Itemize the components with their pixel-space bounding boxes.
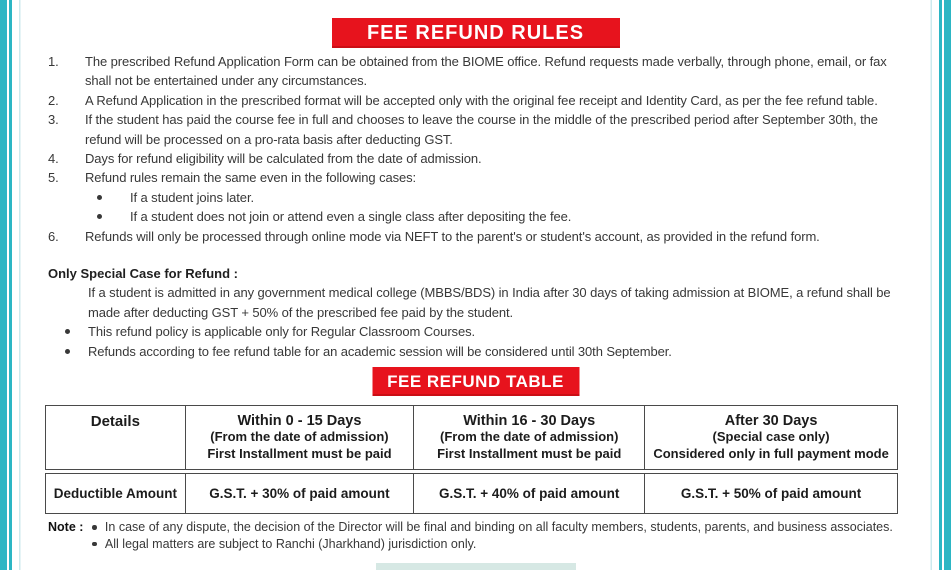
- rule-number: 5.: [48, 170, 59, 186]
- rule-number: 1.: [48, 54, 59, 69]
- header-subtitle: (From the date of admission): [210, 429, 389, 445]
- deductible-after-30-days: G.S.T. + 50% of paid amount: [644, 474, 897, 513]
- bullet-icon: [97, 214, 102, 219]
- fee-refund-table-banner: [372, 367, 579, 396]
- bullet-icon: [92, 525, 97, 530]
- special-case-bullet-2: [48, 342, 913, 361]
- bullet-text: This refund policy is applicable only for Regular Classroom Courses.: [88, 324, 475, 340]
- rule-text: A Refund Application in the prescribed format will be accepted only with the original fee receipt and Identity Card, as per the fee refund table.: [85, 92, 878, 108]
- note-section: [48, 519, 921, 552]
- header-cell-after-30-days: [644, 406, 897, 469]
- header-subtitle: Considered only in full payment mode: [653, 445, 889, 461]
- special-case-section: [48, 264, 913, 361]
- note-label: Note :: [48, 520, 84, 534]
- bullet-icon: [65, 349, 70, 354]
- subitem-text: If a student joins later.: [130, 189, 254, 205]
- left-teal-border: [0, 0, 22, 570]
- bullet-icon: [97, 195, 102, 200]
- rule-item-4: [48, 149, 913, 168]
- rule-number: 3.: [48, 112, 59, 128]
- rule-number: 2.: [48, 92, 59, 108]
- header-cell-16-30-days: [413, 406, 644, 469]
- rule5-subitem-1: [48, 188, 913, 207]
- deductible-0-15-days: G.S.T. + 30% of paid amount: [185, 474, 413, 513]
- rule-text: If the student has paid the course fee in full and chooses to leave the course in the middle of the prescribed period after September 30th, the refund will be processed on a pro-rata basis after deducting GST.: [85, 112, 878, 147]
- fee-refund-rules-banner: [332, 18, 620, 48]
- refund-rules-list: [48, 52, 913, 246]
- rule-item-6: [48, 227, 913, 246]
- rule-item-1: [48, 52, 913, 91]
- header-title: Within 0 - 15 Days: [237, 413, 362, 429]
- bullet-icon: [65, 329, 70, 334]
- row-label-deductible-amount: Deductible Amount: [53, 485, 177, 501]
- subitem-text: If a student does not join or attend even a single class after depositing the fee.: [130, 209, 572, 225]
- rule-text: Refunds will only be processed through online mode via NEFT to the parent's or student's account, as provided in the refund form.: [85, 228, 820, 244]
- table-header-row: [45, 405, 898, 470]
- note-item-2: [92, 536, 921, 553]
- rule-item-5: [48, 168, 913, 187]
- table-data-row: [45, 473, 898, 514]
- fee-refund-rules-title: FEE REFUND RULES: [366, 21, 585, 44]
- header-subtitle: (From the date of admission): [440, 429, 619, 445]
- note-item-1: [92, 519, 921, 536]
- rule-text: The prescribed Refund Application Form can be obtained from the BIOME office. Refund requests made verbally, through phone, email, or fax shall not be entertained under any circumstances.: [85, 54, 887, 89]
- special-case-heading: Only Special Case for Refund :: [48, 266, 238, 281]
- deductible-16-30-days: G.S.T. + 40% of paid amount: [413, 474, 644, 513]
- rule-item-3: [48, 110, 913, 149]
- header-subtitle: First Installment must be paid: [207, 445, 392, 461]
- rule-number: 4.: [48, 151, 59, 167]
- rule-text: Days for refund eligibility will be calculated from the date of admission.: [85, 151, 482, 167]
- rule-number: 6.: [48, 228, 59, 244]
- header-subtitle: First Installment must be paid: [437, 445, 622, 461]
- header-title: After 30 Days: [724, 413, 818, 429]
- fee-refund-table: [45, 405, 898, 514]
- rule5-subitem-2: [48, 207, 913, 226]
- header-title: Within 16 - 30 Days: [463, 413, 596, 429]
- bullet-text: Refunds according to fee refund table for an academic session will be considered until 30th September.: [88, 343, 672, 359]
- fee-refund-table-title: FEE REFUND TABLE: [387, 371, 564, 391]
- special-case-bullet-1: [48, 322, 913, 341]
- header-cell-0-15-days: [185, 406, 413, 469]
- special-case-paragraph: If a student is admitted in any government medical college (MBBS/BDS) in India after 30 days of taking admission at BIOME, a refund shall be made after deducting GST + 50% of the prescribed fee paid by the student.: [88, 285, 891, 320]
- bottom-cutoff-banner: [376, 563, 576, 570]
- rule-item-2: [48, 91, 913, 110]
- bullet-icon: [92, 542, 97, 547]
- header-cell-details: [46, 406, 185, 469]
- header-title: Details: [90, 413, 140, 430]
- note-text: All legal matters are subject to Ranchi (Jharkhand) jurisdiction only.: [104, 536, 477, 551]
- right-teal-border: [929, 0, 951, 570]
- note-items: [92, 519, 921, 552]
- note-text: In case of any dispute, the decision of the Director will be final and binding on all faculty members, students, parents, and business associates.: [104, 520, 893, 534]
- rule-text: Refund rules remain the same even in the following cases:: [85, 170, 417, 186]
- header-subtitle: (Special case only): [712, 429, 830, 445]
